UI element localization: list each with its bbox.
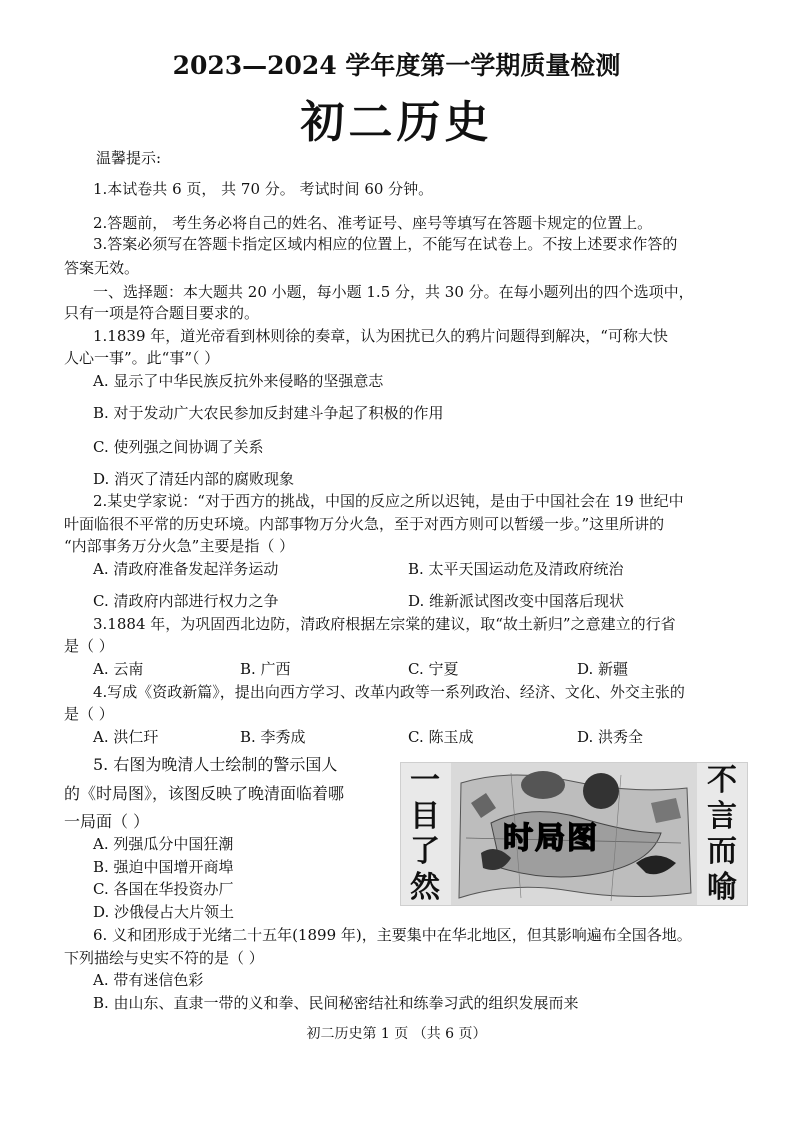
figure-title: 时局图 bbox=[503, 821, 599, 856]
question-4-option-c: C. 陈玉成 bbox=[408, 728, 474, 746]
question-2-option-b: B. 太平天国运动危及清政府统治 bbox=[408, 560, 624, 578]
question-2-option-a: A. 清政府准备发起洋务运动 bbox=[93, 560, 279, 578]
tip-item: 2.答题前， 考生务必将自己的姓名、准考证号、座号等填写在答题卡规定的位置上。 bbox=[93, 214, 653, 232]
question-5-stem: 一局面（ ） bbox=[64, 812, 150, 831]
question-6-stem: 6. 义和团形成于光绪二十五年(1899 年)，主要集中在华北地区，但其影响遍布全国各地。 bbox=[93, 926, 692, 944]
figure-left-char: 了 bbox=[410, 834, 440, 870]
question-6-stem: 下列描绘与史实不符的是（ ） bbox=[64, 949, 264, 967]
question-3-option-c: C. 宁夏 bbox=[408, 660, 459, 678]
figure-right-char: 喻 bbox=[707, 869, 737, 905]
tips-heading: 温馨提示: bbox=[96, 149, 162, 167]
question-6-option-b: B. 由山东、直隶一带的义和拳、民间秘密结社和练拳习武的组织发展而来 bbox=[93, 994, 579, 1012]
question-5-option-c: C. 各国在华投资办厂 bbox=[93, 880, 234, 898]
section-intro: 只有一项是符合题目要求的。 bbox=[64, 304, 260, 322]
question-3-option-d: D. 新疆 bbox=[577, 660, 629, 678]
question-4-stem: 4.写成《资政新篇》，提出向西方学习、改革内政等一系列政治、经济、文化、外交主张的 bbox=[93, 683, 685, 701]
tip-item: 3.答案必须写在答题卡指定区域内相应的位置上，不能写在试卷上。不按上述要求作答的 bbox=[93, 235, 678, 253]
question-5-option-a: A. 列强瓜分中国狂潮 bbox=[93, 835, 234, 853]
figure-right-caption bbox=[701, 763, 743, 905]
question-4-stem: 是（ ） bbox=[64, 705, 114, 723]
question-1-stem: 1.1839 年，道光帝看到林则徐的奏章，认为困扰已久的鸦片问题得到解决，“可称大快 bbox=[93, 327, 668, 345]
question-1-option-d: D. 消灭了清廷内部的腐败现象 bbox=[93, 470, 295, 488]
question-3-option-b: B. 广西 bbox=[240, 660, 291, 678]
figure-left-char: 目 bbox=[410, 798, 440, 834]
question-1-option-c: C. 使列强之间协调了关系 bbox=[93, 438, 264, 456]
question-3-stem: 3.1884 年，为巩固西北边防，清政府根据左宗棠的建议，取“故土新归”之意建立的行省 bbox=[93, 615, 676, 633]
exam-title: 2023—2024 学年度第一学期质量检测 bbox=[172, 51, 621, 80]
question-2-stem: 2.某史学家说：“对于西方的挑战，中国的反应之所以迟钝，是由于中国社会在 19 世纪中 bbox=[93, 492, 684, 510]
section-intro: 一、选择题：本大题共 20 小题，每小题 1.5 分，共 30 分。在每小题列出的四个选项中， bbox=[93, 283, 694, 301]
page-footer: 初二历史第 1 页 （共 6 页） bbox=[306, 1026, 487, 1042]
question-4-option-b: B. 李秀成 bbox=[240, 728, 306, 746]
question-5-stem: 的《时局图》，该图反映了晚清面临着哪 bbox=[64, 784, 345, 803]
question-2-stem: “内部事务万分火急”主要是指（ ） bbox=[64, 537, 295, 555]
question-1-option-a: A. 显示了中华民族反抗外来侵略的坚强意志 bbox=[93, 372, 384, 390]
question-3-stem: 是（ ） bbox=[64, 637, 114, 655]
figure-left-char: 一 bbox=[410, 763, 440, 799]
question-4-option-a: A. 洪仁玕 bbox=[93, 728, 159, 746]
question-5-option-d: D. 沙俄侵占大片领土 bbox=[93, 903, 235, 921]
figure-right-char: 而 bbox=[707, 834, 737, 870]
question-1-stem: 人心一事”。此“事”（ ） bbox=[64, 349, 220, 367]
bear-figure bbox=[583, 773, 619, 809]
figure-left-caption bbox=[405, 763, 445, 905]
question-1-option-b: B. 对于发动广大农民参加反封建斗争起了积极的作用 bbox=[93, 404, 444, 422]
question-4-option-d: D. 洪秀全 bbox=[577, 728, 644, 746]
figure-right-char: 不 bbox=[707, 763, 737, 799]
question-3-option-a: A. 云南 bbox=[93, 660, 144, 678]
question-5-stem: 5. 右图为晚清人士绘制的警示国人 bbox=[93, 755, 338, 774]
question-6-option-a: A. 带有迷信色彩 bbox=[93, 971, 204, 989]
figure-right-char: 言 bbox=[707, 798, 737, 834]
tip-item: 答案无效。 bbox=[64, 259, 140, 277]
question-2-option-d: D. 维新派试图改变中国落后现状 bbox=[408, 592, 625, 610]
tip-item: 1.本试卷共 6 页， 共 70 分。 考试时间 60 分钟。 bbox=[93, 180, 434, 198]
question-2-option-c: C. 清政府内部进行权力之争 bbox=[93, 592, 279, 610]
question-2-stem: 叶面临很不平常的历史环境。内部事物万分火急，至于对西方则可以暂缓一步。”这里所讲的 bbox=[64, 515, 665, 533]
question-5-option-b: B. 强迫中国增开商埠 bbox=[93, 858, 234, 876]
figure-left-char: 然 bbox=[410, 869, 440, 905]
shijutu-cartoon-figure bbox=[400, 762, 748, 906]
exam-subject: 初二历史 bbox=[300, 97, 493, 148]
